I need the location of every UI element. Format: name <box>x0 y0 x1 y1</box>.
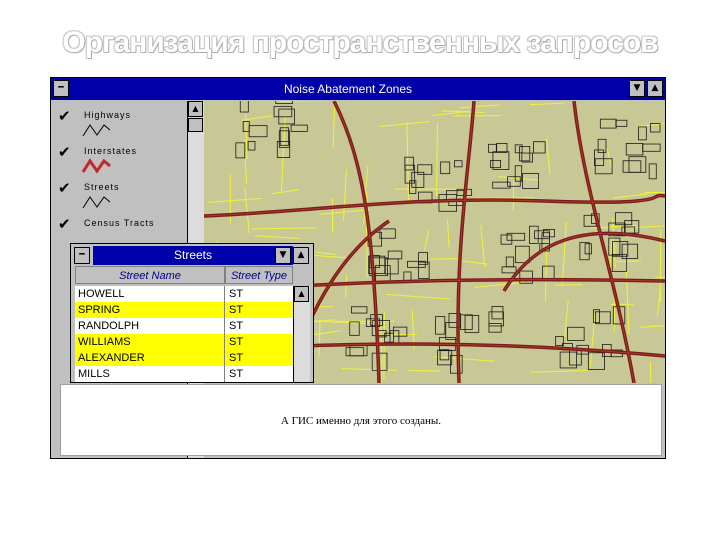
minimize-icon[interactable]: ▼ <box>275 247 291 264</box>
caption-box <box>60 384 662 456</box>
minimize-icon[interactable]: ▼ <box>629 80 645 97</box>
street-type-cell: ST <box>229 368 244 380</box>
legend-item-highways[interactable] <box>52 105 187 141</box>
streets-table-body <box>75 286 293 382</box>
legend-label: Streets <box>84 182 120 192</box>
legend-item-interstates[interactable] <box>52 141 187 177</box>
scroll-up-icon[interactable]: ▲ <box>188 101 203 117</box>
highway-symbol-icon <box>82 122 112 138</box>
table-row[interactable] <box>75 366 293 382</box>
street-type-cell: ST <box>229 320 244 332</box>
checkmark-icon[interactable]: ✔ <box>58 215 71 233</box>
legend-label: Census Tracts <box>84 218 155 228</box>
table-row[interactable] <box>75 350 293 366</box>
street-type-cell: ST <box>229 304 244 316</box>
table-row[interactable] <box>75 302 293 318</box>
maximize-icon[interactable]: ▲ <box>293 247 309 264</box>
column-header-street-type[interactable]: Street Type <box>225 266 293 284</box>
column-header-street-name[interactable]: Street Name <box>75 266 225 284</box>
legend-label: Highways <box>84 110 132 120</box>
street-type-cell: ST <box>229 336 244 348</box>
street-name-cell: RANDOLPH <box>78 320 140 332</box>
street-name-cell: HOWELL <box>78 288 125 300</box>
interstate-symbol-icon <box>82 158 112 174</box>
checkmark-icon[interactable]: ✔ <box>58 143 71 161</box>
streets-window-title: Streets <box>93 246 293 265</box>
streets-scrollbar[interactable] <box>293 286 310 382</box>
legend-label: Interstates <box>84 146 138 156</box>
street-type-cell: ST <box>229 352 244 364</box>
street-name-cell: SPRING <box>78 304 121 316</box>
checkmark-icon[interactable]: ✔ <box>58 107 71 125</box>
street-type-cell: ST <box>229 288 244 300</box>
street-name-cell: WILLIAMS <box>78 336 131 348</box>
street-symbol-icon <box>82 194 112 210</box>
table-row[interactable] <box>75 318 293 334</box>
maximize-icon[interactable]: ▲ <box>647 80 663 97</box>
table-row[interactable] <box>75 334 293 350</box>
legend-item-streets[interactable] <box>52 177 187 213</box>
table-row[interactable] <box>75 286 293 302</box>
scroll-up-icon[interactable]: ▲ <box>294 286 309 302</box>
system-menu-icon[interactable]: ━ <box>74 247 90 264</box>
checkmark-icon[interactable]: ✔ <box>58 179 71 197</box>
street-name-cell: MILLS <box>78 368 110 380</box>
system-menu-icon[interactable]: ━ <box>53 80 69 97</box>
window-title: Noise Abatement Zones <box>283 82 413 96</box>
window-titlebar[interactable] <box>51 78 665 100</box>
slide-title: Организация пространственных запросов <box>62 26 658 59</box>
streets-table-window <box>70 243 314 383</box>
caption-text: А ГИС именно для этого созданы. <box>280 415 442 427</box>
scroll-thumb[interactable] <box>188 118 203 132</box>
street-name-cell: ALEXANDER <box>78 352 145 364</box>
